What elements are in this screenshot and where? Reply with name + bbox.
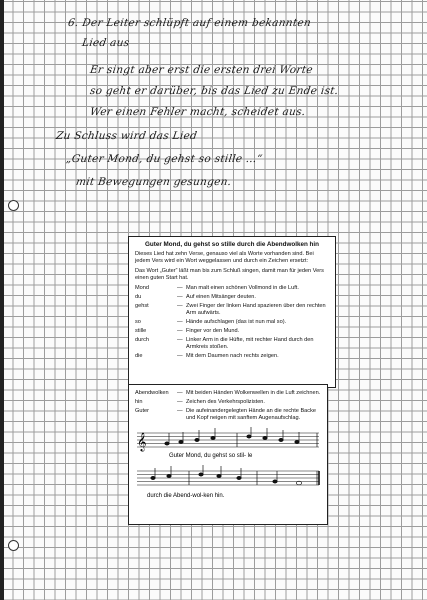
- gesture-row: [135, 390, 321, 397]
- dash: —: [177, 399, 183, 406]
- dash: —: [177, 337, 183, 344]
- handwritten-line-3: Er singt aber erst die ersten drei Worte: [89, 64, 314, 76]
- gesture-word: durch: [135, 337, 149, 344]
- gesture-row: [135, 285, 329, 292]
- page-left-edge: [0, 0, 4, 600]
- punch-hole-top: [8, 200, 19, 211]
- gesture-text: Auf einen Mitsänger deuten.: [186, 294, 256, 301]
- handwritten-line-6: Zu Schluss wird das Lied: [55, 130, 198, 142]
- handwritten-line-4: so geht er darüber, bis das Lied zu Ende ist.: [89, 85, 340, 97]
- dash: —: [177, 303, 183, 310]
- dash: —: [177, 408, 183, 415]
- gesture-row: [135, 353, 329, 360]
- handwritten-line-8: mit Bewegungen gesungen.: [75, 176, 233, 188]
- dash: —: [177, 327, 183, 334]
- gesture-row: [135, 294, 329, 301]
- handwritten-line-1: 6. Der Leiter schlüpft auf einem bekannten: [67, 17, 312, 29]
- gesture-word: gehst: [135, 303, 149, 310]
- song-title: Guter Mond, du gehst so stille durch die Abendwolken hin: [145, 241, 319, 248]
- gesture-text: Finger vor den Mund.: [186, 327, 240, 334]
- lyrics-line-1: Guter Mond, du gehst so stil- le: [169, 453, 253, 460]
- gesture-word: stille: [135, 327, 147, 334]
- gesture-row: [135, 399, 321, 406]
- notes-staff-1: [165, 427, 317, 447]
- staff-1: [137, 433, 319, 447]
- gesture-row: [135, 408, 321, 421]
- gesture-text: Zwei Finger der linken Hand spazieren über den rechten Arm aufwärts.: [186, 303, 326, 316]
- dash: —: [177, 318, 183, 325]
- gesture-text: Zeichen des Verkehrspolizisten.: [186, 399, 265, 406]
- song-instruction-card: [128, 236, 336, 388]
- lyrics-line-2: durch die Abend-wol-ken hin.: [147, 493, 225, 500]
- dash: —: [177, 294, 183, 301]
- gesture-text: Mit dem Daumen nach rechts zeigen.: [186, 352, 279, 359]
- staff-2: [137, 471, 319, 485]
- gesture-text: Linker Arm in die Hüfte, mit rechter Hand durch den Armkreis stoßen.: [186, 337, 314, 350]
- gesture-text: Man malt einen schönen Vollmond in die Luft.: [186, 285, 299, 291]
- dash: —: [177, 352, 183, 359]
- dash: —: [177, 390, 183, 396]
- gesture-text: Die aufeinandergelegten Hände an die rechte Backe und Kopf neigen mit sanftem Augenaufschlag.: [186, 408, 316, 421]
- punch-hole-bottom: [8, 540, 19, 551]
- gesture-text: Mit beiden Händen Wolkenwellen in die Luft zeichnen.: [186, 390, 321, 396]
- gesture-word: hin: [135, 399, 143, 406]
- handwritten-line-2: Lied aus: [81, 37, 131, 49]
- dash: —: [177, 285, 183, 291]
- gesture-word: so: [135, 318, 141, 325]
- handwritten-line-7: „Guter Mond, du gehst so stille …“: [65, 153, 264, 165]
- gesture-row: [135, 319, 329, 326]
- gesture-word: die: [135, 352, 143, 359]
- start-paragraph: Das Wort „Guter“ läßt man bis zum Schluß singen, damit man für jeden Vers einen guten Start hat.: [135, 268, 324, 281]
- gesture-row: [135, 328, 329, 335]
- sheet-music: [129, 425, 327, 507]
- gesture-text: Hände aufschlagen (das ist nun mal so).: [186, 318, 287, 325]
- gesture-row: [135, 337, 329, 350]
- intro-paragraph: Dieses Lied hat zehn Verse, genauso viel als Worte vorhanden sind. Bei jedem Vers wird ein Wort weggelassen und durch ein Zeichen ersetzt:: [135, 251, 314, 264]
- song-continuation-card: [128, 384, 328, 525]
- treble-clef-icon: 𝄞: [137, 434, 147, 452]
- gesture-word: Abendwolken: [135, 390, 169, 396]
- gesture-word: du: [135, 294, 142, 301]
- gesture-word: Mond: [135, 285, 149, 291]
- handwritten-line-5: Wer einen Fehler macht, scheidet aus.: [89, 106, 307, 118]
- gesture-word: Guter: [135, 408, 149, 415]
- gesture-row: [135, 303, 329, 316]
- notes-staff-2: [151, 465, 319, 485]
